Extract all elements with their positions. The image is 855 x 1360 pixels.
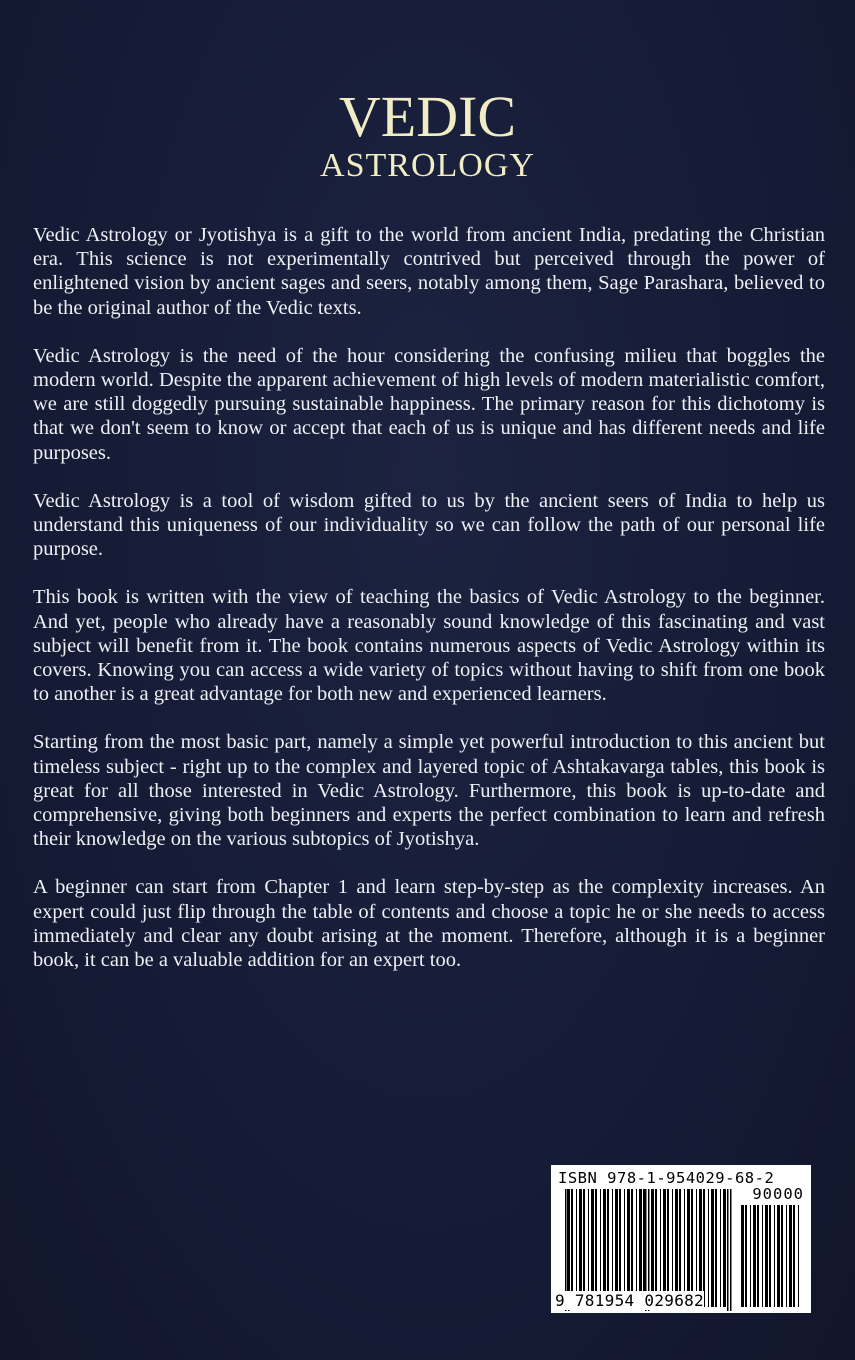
blurb-paragraph: Starting from the most basic part, namely a simple yet powerful introduction to this ancient but timeless subject - right up to the complex and layered topic of Ashtakavarga tables, this book is great for all those interested in Vedic Astrology. Furthermore, this book is up-to-date and comprehensive, giving both beginners and experts the perfect combination to learn and refresh their knowledge on the various subtopics of Jyotishya. — [33, 731, 825, 851]
blurb-paragraph: Vedic Astrology or Jyotishya is a gift to the world from ancient India, predating the Christian era. This science is not experimentally contrived but perceived through the power of enlightened vision by ancient sages and seers, notably among them, Sage Parashara, believed to be the original author of the Vedic texts. — [33, 224, 825, 319]
price-addon: 90000 — [752, 1185, 804, 1203]
book-title: VEDIC — [338, 84, 517, 149]
blurb-text — [33, 223, 825, 996]
blurb-paragraph: This book is written with the view of teaching the basics of Vedic Astrology to the beginner. And yet, people who already have a reasonably sound knowledge of this fascinating and vast subject will benefit from it. The book contains numerous aspects of Vedic Astrology within its covers. Knowing you can access a wide variety of topics without having to shift from one book to another is a great advantage for both new and experienced learners. — [33, 586, 825, 706]
isbn-barcode — [551, 1165, 811, 1313]
isbn-label: ISBN 978-1-954029-68-2 — [558, 1169, 775, 1187]
blurb-paragraph: A beginner can start from Chapter 1 and learn step-by-step as the complexity increases. An expert could just flip through the table of contents and choose a topic he or she needs to access immediately and clear any doubt arising at the moment. Therefore, although it is a beginner book, it can be a valuable addition for an expert too. — [33, 876, 825, 972]
ean-digits: 9 781954 029682 — [555, 1291, 704, 1310]
title-block — [0, 86, 855, 184]
book-subtitle: ASTROLOGY — [320, 147, 535, 184]
blurb-paragraph: Vedic Astrology is the need of the hour considering the confusing milieu that boggles the modern world. Despite the apparent achievement of high levels of modern materialistic comfort, we are still doggedly pursuing sustainable happiness. The primary reason for this dichotomy is that we don't seem to know or accept that each of us is unique and has different needs and life purposes. — [33, 344, 825, 464]
blurb-paragraph: Vedic Astrology is a tool of wisdom gifted to us by the ancient seers of India to help us understand this uniqueness of our individuality so we can follow the path of our personal life purpose. — [33, 489, 825, 561]
